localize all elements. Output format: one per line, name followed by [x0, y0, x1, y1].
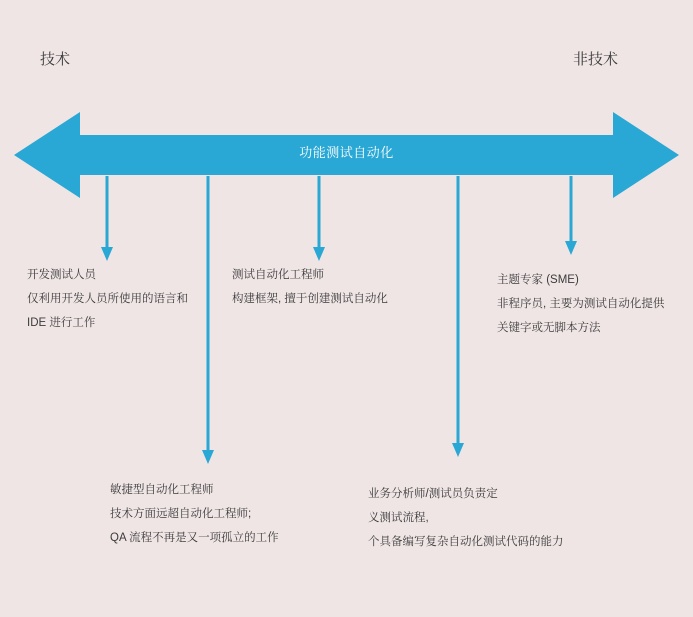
note-line: 非程序员, 主要为测试自动化提供: [497, 298, 665, 310]
connector-arrow-business-analyst: [452, 176, 464, 457]
note-line: 技术方面远超自动化工程师;: [110, 508, 252, 520]
note-line: 义测试流程,: [368, 512, 429, 524]
note-business-analyst: [368, 482, 564, 554]
connector-arrow-agile-automation-engineer: [202, 176, 214, 464]
connector-arrow-dev-tester: [101, 176, 113, 261]
note-sme: [497, 268, 664, 340]
connector-arrow-sme: [565, 176, 577, 255]
note-test-automation-engineer: [232, 263, 388, 311]
note-agile-automation-engineer: [110, 478, 279, 550]
axis-label-non-technical: 非技术: [573, 51, 619, 68]
note-title: 业务分析师/测试员负责定: [368, 488, 498, 500]
band-label: 功能测试自动化: [299, 145, 394, 160]
note-line: 个具备编写复杂自动化测试代码的能力: [368, 536, 564, 548]
note-line: 构建框架, 擅于创建测试自动化: [232, 293, 388, 305]
note-dev-tester: [27, 263, 188, 335]
note-title: 主题专家 (SME): [497, 274, 579, 286]
connector-arrow-test-automation-engineer: [313, 176, 325, 261]
note-title: 敏捷型自动化工程师: [110, 484, 214, 496]
note-line: 仅利用开发人员所使用的语言和: [27, 293, 188, 305]
note-line: QA 流程不再是又一项孤立的工作: [110, 532, 279, 544]
note-title: 测试自动化工程师: [232, 269, 324, 281]
note-line: IDE 进行工作: [27, 317, 96, 329]
axis-label-technical: 技术: [40, 51, 71, 68]
note-title: 开发测试人员: [27, 269, 96, 281]
note-line: 关键字或无脚本方法: [497, 322, 601, 334]
